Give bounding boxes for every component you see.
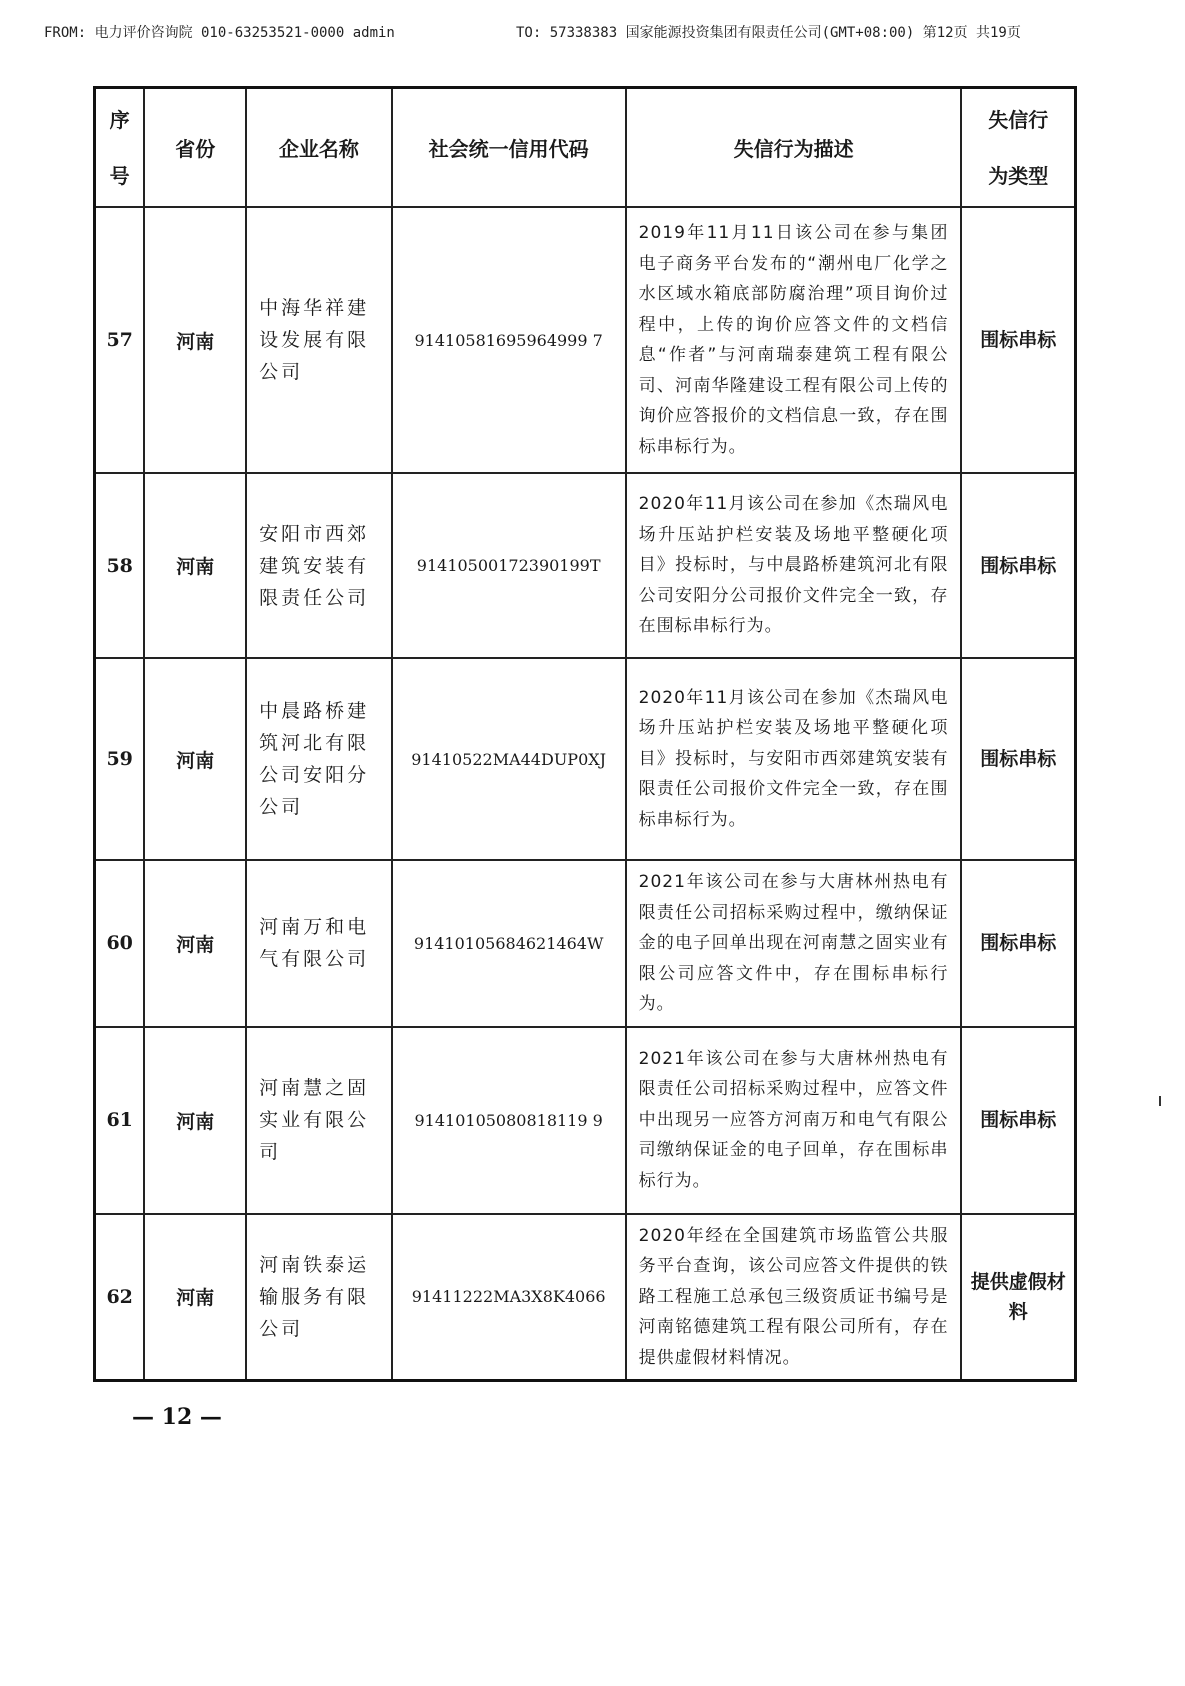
cell-credit-code: 91410581695964999 7 xyxy=(392,207,626,473)
cell-description: 2020年经在全国建筑市场监管公共服务平台查询，该公司应答文件提供的铁路工程施工总承包三级资质证书编号是河南铭德建筑工程有限公司所有，存在提供虚假材料情况。 xyxy=(626,1214,962,1381)
cell-province: 河南 xyxy=(144,860,246,1027)
cell-seq: 60 xyxy=(95,860,145,1027)
fax-header xyxy=(44,22,1154,46)
margin-mark xyxy=(1159,1096,1161,1106)
cell-description: 2019年11月11日该公司在参与集团电子商务平台发布的“潮州电厂化学之水区域水箱底部防腐治理”项目询价过程中，上传的询价应答文件的文档信息“作者”与河南瑞泰建筑工程有限公司、河南华隆建设工程有限公司上传的询价应答报价的文档信息一致，存在围标串标行为。 xyxy=(626,207,962,473)
header-credit-code: 社会统一信用代码 xyxy=(392,88,626,208)
fax-to: TO: 57338383 国家能源投资集团有限责任公司(GMT+08:00) 第12页 共19页 xyxy=(516,25,1021,41)
cell-province: 河南 xyxy=(144,658,246,860)
cell-description: 2020年11月该公司在参加《杰瑞风电场升压站护栏安装及场地平整硬化项目》投标时，与安阳市西郊建筑安装有限责任公司报价文件完全一致，存在围标串标行为。 xyxy=(626,658,962,860)
cell-credit-code: 91411222MA3X8K4066 xyxy=(392,1214,626,1381)
cell-company: 河南慧之固实业有限公司 xyxy=(246,1027,392,1214)
cell-company: 中晨路桥建筑河北有限公司安阳分公司 xyxy=(246,658,392,860)
cell-credit-code: 91410500172390199T xyxy=(392,473,626,658)
cell-credit-code: 91410105080818119 9 xyxy=(392,1027,626,1214)
table-row xyxy=(95,1214,1076,1381)
cell-credit-code: 91410522MA44DUP0XJ xyxy=(392,658,626,860)
cell-type: 提供虚假材料 xyxy=(961,1214,1075,1381)
cell-description: 2021年该公司在参与大唐林州热电有限责任公司招标采购过程中，应答文件中出现另一应答方河南万和电气有限公司缴纳保证金的电子回单，存在围标串标行为。 xyxy=(626,1027,962,1214)
cell-type: 围标串标 xyxy=(961,860,1075,1027)
cell-company: 河南铁泰运输服务有限公司 xyxy=(246,1214,392,1381)
header-province: 省份 xyxy=(144,88,246,208)
cell-province: 河南 xyxy=(144,473,246,658)
cell-type: 围标串标 xyxy=(961,658,1075,860)
cell-province: 河南 xyxy=(144,1214,246,1381)
table-header-row xyxy=(95,88,1076,208)
table-row xyxy=(95,658,1076,860)
fax-from: FROM: 电力评价咨询院 010-63253521-0000 admin xyxy=(44,25,395,41)
cell-company: 中海华祥建设发展有限公司 xyxy=(246,207,392,473)
table-row xyxy=(95,207,1076,473)
cell-province: 河南 xyxy=(144,207,246,473)
credit-table-container xyxy=(93,86,1077,1382)
cell-description: 2020年11月该公司在参加《杰瑞风电场升压站护栏安装及场地平整硬化项目》投标时，与中晨路桥建筑河北有限公司安阳分公司报价文件完全一致，存在围标串标行为。 xyxy=(626,473,962,658)
cell-type: 围标串标 xyxy=(961,1027,1075,1214)
cell-seq: 61 xyxy=(95,1027,145,1214)
cell-type: 围标串标 xyxy=(961,207,1075,473)
table-row xyxy=(95,1027,1076,1214)
cell-seq: 57 xyxy=(95,207,145,473)
cell-seq: 59 xyxy=(95,658,145,860)
cell-type: 围标串标 xyxy=(961,473,1075,658)
cell-company: 河南万和电气有限公司 xyxy=(246,860,392,1027)
cell-credit-code: 91410105684621464W xyxy=(392,860,626,1027)
cell-company: 安阳市西郊建筑安装有限责任公司 xyxy=(246,473,392,658)
cell-description: 2021年该公司在参与大唐林州热电有限责任公司招标采购过程中，缴纳保证金的电子回单出现在河南慧之固实业有限公司应答文件中，存在围标串标行为。 xyxy=(626,860,962,1027)
page-number: — 12 — xyxy=(132,1404,222,1430)
cell-seq: 62 xyxy=(95,1214,145,1381)
header-company: 企业名称 xyxy=(246,88,392,208)
credit-table xyxy=(93,86,1077,1382)
header-type: 失信行为类型 xyxy=(961,88,1075,208)
table-row xyxy=(95,473,1076,658)
cell-seq: 58 xyxy=(95,473,145,658)
cell-province: 河南 xyxy=(144,1027,246,1214)
table-row xyxy=(95,860,1076,1027)
header-description: 失信行为描述 xyxy=(626,88,962,208)
header-seq: 序号 xyxy=(95,88,145,208)
